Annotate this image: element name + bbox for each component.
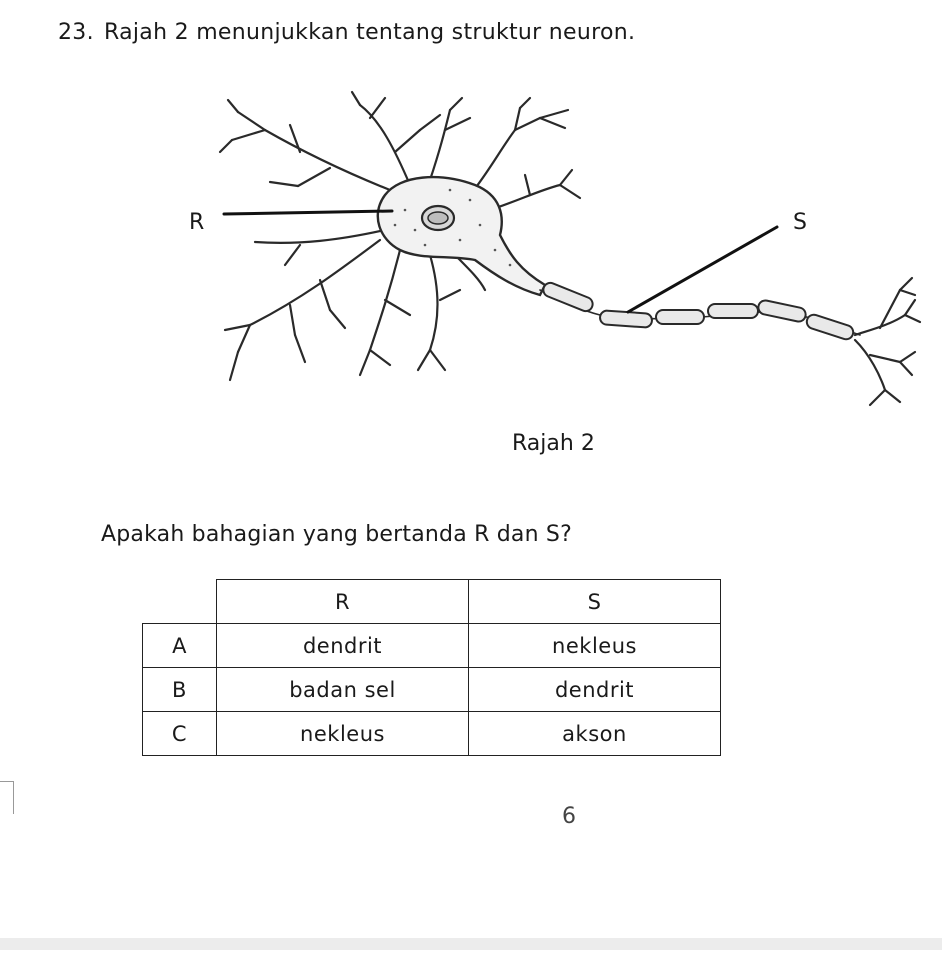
option-label: C [143, 712, 217, 756]
dendrite-lower [360, 250, 485, 375]
header-s: S [469, 580, 721, 624]
option-s-value: nekleus [469, 624, 721, 668]
label-s: S [793, 210, 807, 235]
option-row-b [143, 668, 721, 712]
page-number: 6 [562, 804, 576, 829]
axon-terminals [855, 278, 920, 405]
figure-caption: Rajah 2 [512, 431, 595, 456]
option-s-value: akson [469, 712, 721, 756]
axon [540, 281, 860, 341]
dendrite-upper-left [220, 100, 390, 190]
cell-body [378, 177, 545, 295]
page-separator [0, 938, 942, 950]
question-number: 23. [58, 20, 94, 45]
option-r-value: dendrit [217, 624, 469, 668]
neuron-figure [0, 90, 942, 430]
option-row-a [143, 624, 721, 668]
neuron-illustration [0, 90, 942, 430]
header-blank-cell [143, 580, 217, 624]
label-r: R [189, 210, 205, 235]
dendrite-upper [352, 92, 470, 185]
answer-table [142, 579, 721, 756]
prompt-text: Apakah bahagian yang bertanda R dan S? [101, 522, 572, 547]
option-label: B [143, 668, 217, 712]
option-row-c [143, 712, 721, 756]
page-corner-mark [0, 781, 14, 814]
question-text: Rajah 2 menunjukkan tentang struktur neuron. [104, 20, 636, 45]
option-label: A [143, 624, 217, 668]
dendrite-lower-left [225, 230, 385, 380]
option-s-value: dendrit [469, 668, 721, 712]
header-r: R [217, 580, 469, 624]
option-r-value: nekleus [217, 712, 469, 756]
option-r-value: badan sel [217, 668, 469, 712]
table-header-row [143, 580, 721, 624]
label-r-pointer [224, 211, 392, 214]
label-s-pointer [628, 227, 777, 312]
